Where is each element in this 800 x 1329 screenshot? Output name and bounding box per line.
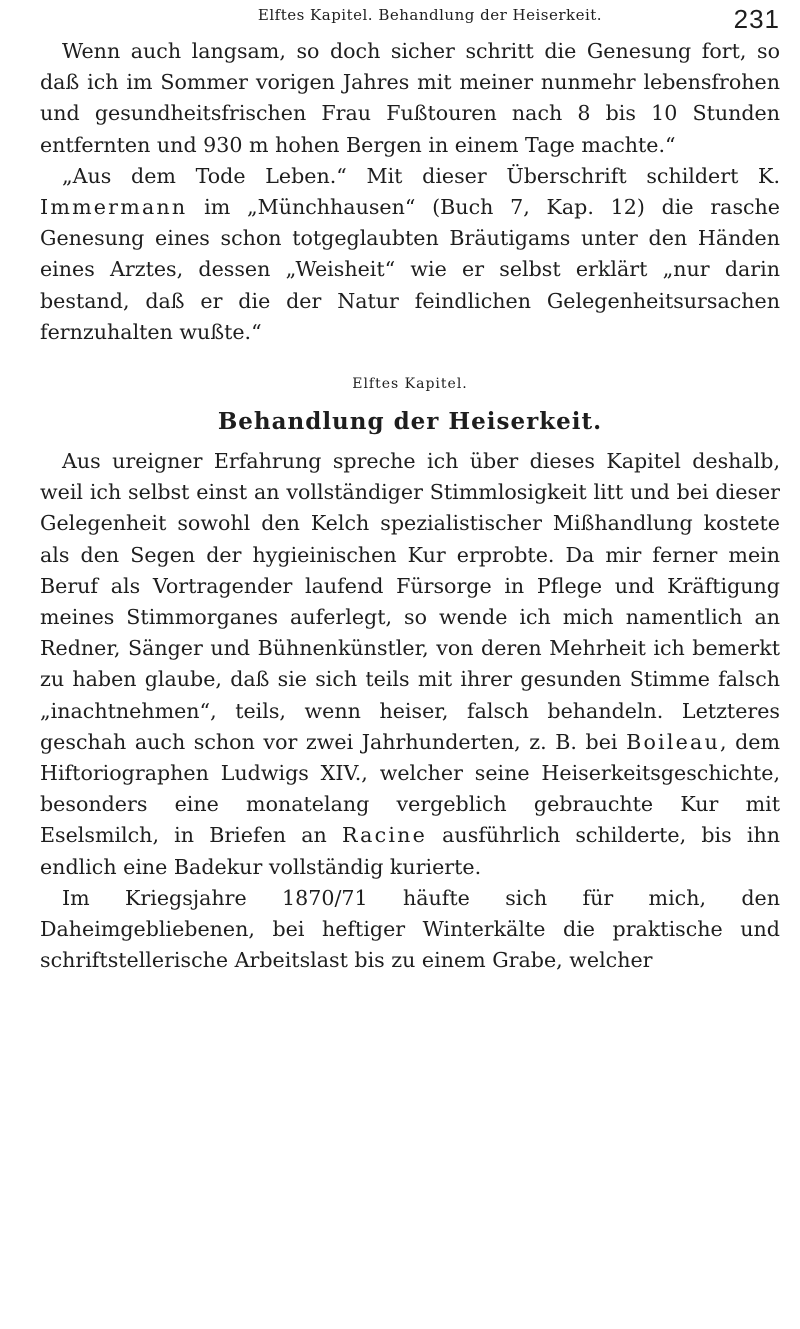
author-name-immermann: Immermann <box>40 195 188 220</box>
chapter-title: Behandlung der Heiserkeit. <box>217 408 603 436</box>
quote-paragraph-2-text-a: „Aus dem Tode Leben.“ Mit dieser Überschrift schildert K. <box>62 163 780 188</box>
quote-paragraph-1: Wenn auch langsam, so doch sicher schritt die Genesung fort, so daß ich im Sommer vorigen Jahres mit meiner nunmehr lebensfrohen und gesundheitsfrischen Frau Fußtouren nach 8 bis 10 Stunden entfernten und 930 m hohen Bergen in einem Tage machte.“ <box>40 39 780 157</box>
person-name-boileau: Boileau <box>626 729 720 754</box>
book-page <box>40 6 780 976</box>
chapter-label: Elftes Kapitel. <box>352 376 468 393</box>
body-paragraph-1-text-c: ausführlich schilderte, bis ihn endlich eine Badekur vollständig kurierte. <box>40 823 780 879</box>
running-title: Elftes Kapitel. Behandlung der Heiserkeit. <box>257 6 603 24</box>
body-paragraph-1 <box>40 446 780 883</box>
person-name-racine: Racine <box>341 823 427 848</box>
body-paragraph-1-text-a: Aus ureigner Erfahrung spreche ich über dieses Kapitel deshalb, weil ich selbst einst an vollständiger Stimmlosigkeit litt und bei dieser Gelegenheit sowohl den Kelch spezialistischer Mißhandlung kostete als den Segen der hygieinischen Kur erprobte. Da mir ferner mein Beruf als Vortragender laufend Fürsorge in Pflege und Kräftigung meines Stimmorganes auferlegt, so wende ich mich namentlich an Redner, Sänger und Bühnenkünstler, von deren Mehrheit ich bemerkt zu haben glaube, daß sie sich teils mit ihrer gesunden Stimme falsch „inachtnehmen“, teils, wenn heiser, falsch behandeln. Letzteres geschah auch schon vor zwei Jahrhunderten, z. B. bei <box>40 449 780 754</box>
quote-paragraph-2-text-b: im „Münchhausen“ (Buch 7, Kap. 12) die rasche Genesung eines schon totgeglaubten Bräutigams unter den Händen eines Arztes, dessen „Weisheit“ wie er selbst erklärt „nur darin bestand, daß er die der Natur feindlichen Gelegenheitsursachen fernzuhalten wußte.“ <box>40 195 780 344</box>
running-header <box>40 6 780 36</box>
quote-paragraph-2 <box>40 161 780 348</box>
body-paragraph-1-text-b: , dem Hiftoriographen Ludwigs XIV., welcher seine Heiserkeitsgeschichte, besonders eine monatelang vergeblich gebrauchte Kur mit Eselsmilch, in Briefen an <box>40 729 780 848</box>
body-paragraph-2: Im Kriegsjahre 1870/71 häufte sich für mich, den Daheimgebliebenen, bei heftiger Winterkälte die praktische und schriftstellerische Arbeitslast bis zu einem Grabe, welcher <box>40 885 780 973</box>
page-number: 231 <box>733 4 780 34</box>
page-text <box>40 36 780 976</box>
